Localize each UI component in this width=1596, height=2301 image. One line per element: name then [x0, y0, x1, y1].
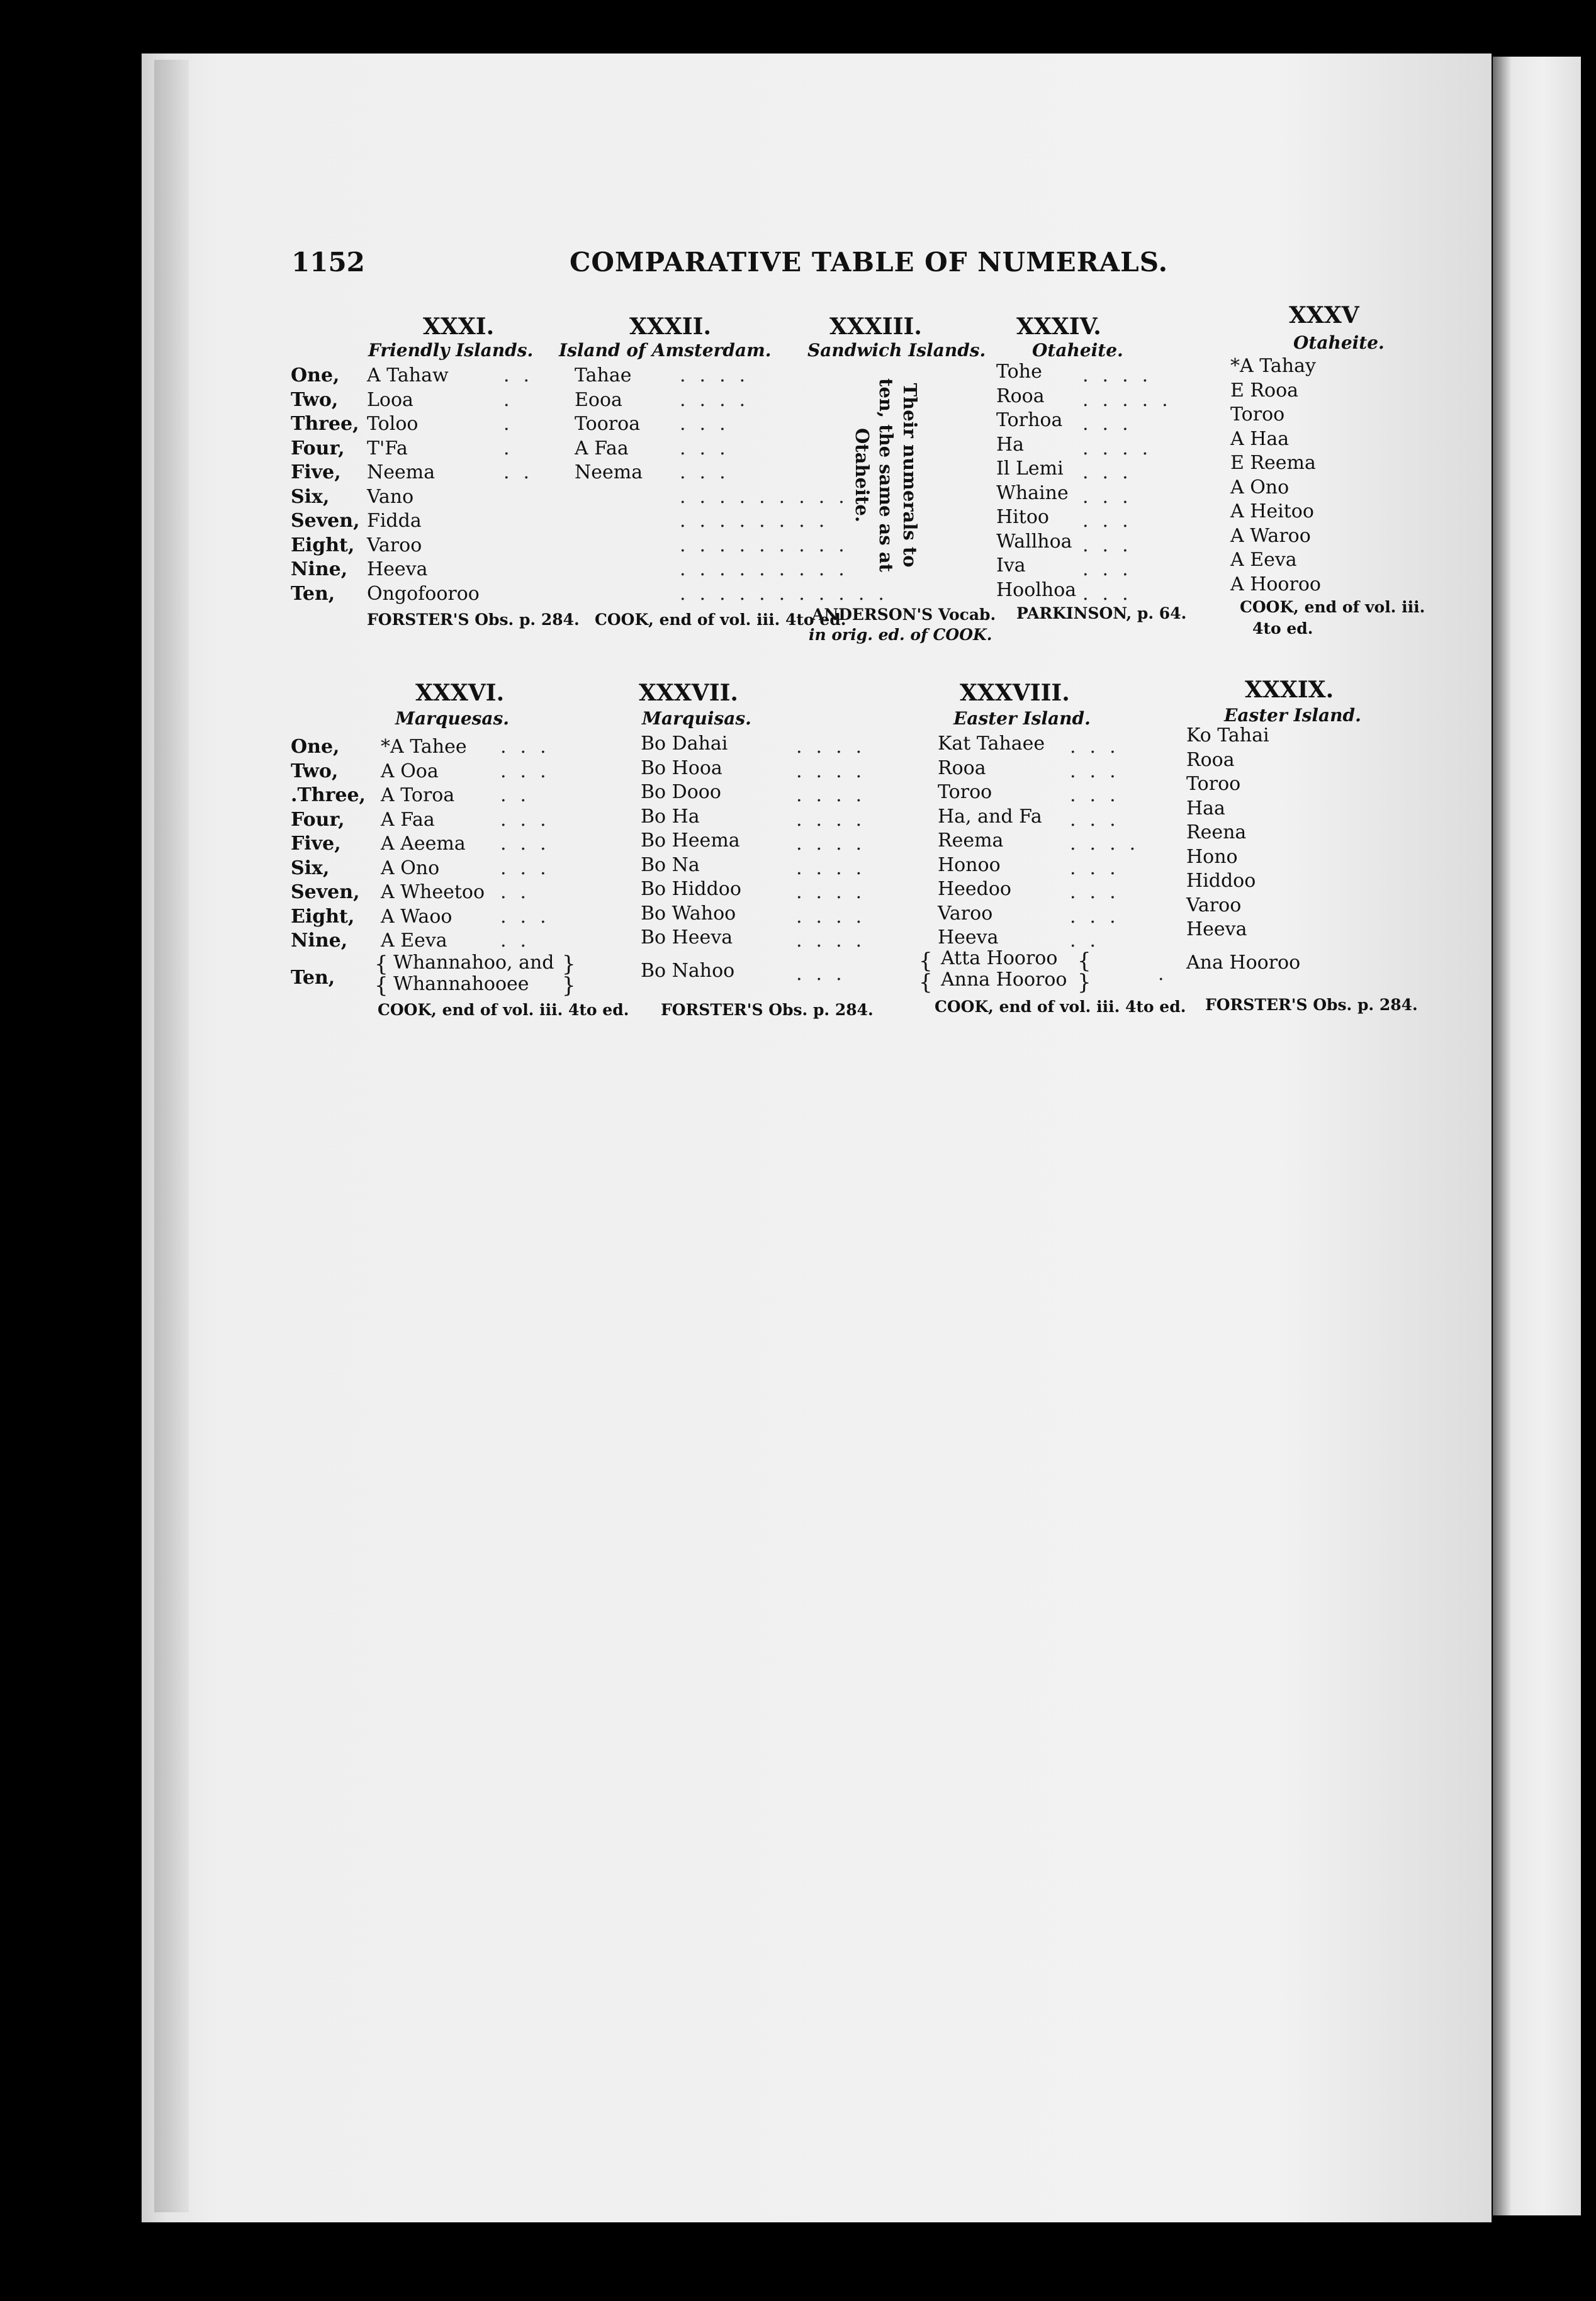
column-subtitle: Friendly Islands.: [368, 340, 534, 361]
numeral-word: Tooroa: [575, 413, 641, 435]
numeral-word: Varoo: [1186, 894, 1242, 916]
numeral-word: Hitoo: [996, 506, 1049, 528]
right-brace: { }: [1077, 948, 1091, 995]
numeral-word: Varoo: [938, 902, 993, 925]
dot-leaders: .... ..... ... .... ... ... ... ... ... ...: [1082, 364, 1182, 605]
page-title: COMPARATIVE TABLE OF NUMERALS.: [570, 247, 1169, 278]
column-subtitle: Otaheite.: [1032, 340, 1123, 361]
numeral-word: Bo Hiddoo: [641, 878, 741, 900]
numeral-word: A Ono: [381, 857, 440, 879]
dot-leaders: ... ... .. ... ... ... .. ... ..: [500, 736, 560, 952]
numeral-word: Hiddoo: [1186, 870, 1256, 892]
numeral-word: A Hooroo: [1230, 573, 1321, 595]
left-brace: { {: [919, 948, 933, 995]
column-source: COOK, end of vol. iii. 4to ed.: [378, 1001, 629, 1019]
numeral-word: Toroo: [938, 781, 992, 803]
column-words-xxxviii: [938, 732, 1045, 950]
row-label: Five,: [291, 833, 341, 855]
numeral-word: Haa: [1186, 797, 1225, 819]
column-numeral: XXXII.: [629, 313, 712, 340]
next-page-edge: [1493, 57, 1581, 2215]
column-subtitle: Otaheite.: [1293, 332, 1385, 353]
row-label: Ten,: [291, 966, 335, 989]
numeral-word: *A Tahay: [1230, 355, 1316, 377]
numeral-word: A Ooa: [381, 760, 439, 782]
numeral-word: Ana Hooroo: [1186, 951, 1301, 974]
row-label: One,: [291, 736, 340, 758]
row-label: Five,: [291, 461, 341, 483]
numeral-word: Heeva: [367, 558, 428, 580]
numeral-word: Bo Heema: [641, 830, 740, 852]
numeral-word: Rooa: [996, 385, 1045, 407]
column-source: FORSTER'S Obs. p. 284.: [367, 610, 580, 629]
column-subtitle: Marquesas.: [395, 708, 510, 729]
numeral-word: Tohe: [996, 361, 1042, 383]
numeral-word: Hono: [1186, 845, 1238, 868]
numeral-word: Vano: [367, 485, 414, 508]
row-label: Seven,: [291, 881, 360, 903]
column-words-xxxv: [1230, 354, 1321, 597]
numeral-word: A Aeema: [381, 833, 466, 855]
ten-variants: Atta Hooroo Anna Hooroo: [941, 947, 1067, 991]
numeral-word: Wallhoa: [996, 530, 1072, 553]
row-label: Nine,: [291, 558, 348, 580]
numeral-word: Rooa: [1186, 748, 1235, 771]
numeral-word: Whaine: [996, 481, 1069, 504]
column-numeral: XXXI.: [423, 313, 495, 340]
column-numeral: XXXIII.: [829, 313, 922, 340]
numeral-word: Neema: [575, 461, 643, 483]
row-label: Ten,: [291, 582, 335, 605]
numeral-word: Iva: [996, 554, 1026, 577]
column-source: FORSTER'S Obs. p. 284.: [1205, 996, 1418, 1014]
numeral-word: *A Tahee: [381, 736, 467, 758]
numeral-word: Varoo: [367, 534, 422, 556]
numeral-word: Bo Heeva: [641, 926, 733, 948]
dot-leaders: .... .... .... .... .... .... .... .... .... ...: [796, 736, 876, 985]
column-source: FORSTER'S Obs. p. 284.: [661, 1001, 874, 1019]
dot-leaders: .... .... ... ... ... ......... ........ ......... ......... ...........: [680, 364, 898, 605]
column-subtitle: Sandwich Islands.: [807, 340, 986, 361]
dot-leaders: ... ... ... ... .... ... ... ... .. .: [1070, 736, 1178, 985]
numeral-word: Ha, and Fa: [938, 805, 1042, 828]
row-label: Six,: [291, 857, 330, 879]
numeral-word: Bo Dahai: [641, 733, 728, 755]
numeral-word: Heeva: [1186, 918, 1247, 940]
numeral-word: Rooa: [938, 757, 986, 779]
numeral-word: Bo Hooa: [641, 757, 722, 779]
numeral-word: Toloo: [367, 413, 419, 435]
row-label: .Three,: [291, 784, 366, 806]
numeral-word: Toroo: [1186, 773, 1241, 795]
numeral-word: E Reema: [1230, 452, 1316, 474]
numeral-word: A Wheetoo: [381, 881, 485, 903]
numeral-word: A Waoo: [381, 905, 452, 928]
numeral-word: A Ono: [1230, 476, 1290, 498]
numeral-word: Reema: [938, 830, 1004, 852]
numeral-word: Kat Tahaee: [938, 733, 1045, 755]
numeral-word: A Waroo: [1230, 524, 1311, 547]
numeral-word: Heedoo: [938, 878, 1011, 900]
column-source: 4to ed.: [1252, 619, 1313, 638]
numeral-word: A Faa: [575, 437, 629, 459]
page-number: 1152: [291, 247, 365, 278]
numeral-word: Eooa: [575, 388, 622, 411]
numeral-word: Bo Na: [641, 853, 700, 876]
row-label: Two,: [291, 388, 339, 411]
page-gutter-shadow: [154, 60, 189, 2212]
numeral-word: A Haa: [1230, 427, 1290, 450]
numeral-word: Honoo: [938, 853, 1001, 876]
row-labels: [291, 364, 360, 606]
numeral-word: Tahae: [575, 364, 632, 386]
column-numeral: XXXVII.: [639, 680, 738, 706]
column-subtitle: Easter Island.: [953, 708, 1091, 729]
row-label: Four,: [291, 808, 345, 831]
numeral-word: Reena: [1186, 821, 1247, 843]
column-words-xxxiv: [996, 360, 1076, 602]
row-label: Two,: [291, 760, 339, 782]
row-label: Six,: [291, 485, 330, 508]
row-label: Eight,: [291, 534, 355, 556]
column-numeral: XXXVI.: [415, 680, 505, 706]
numeral-word: Hoolhoa: [996, 578, 1077, 601]
column-words-xxxix: [1186, 724, 1300, 975]
column-subtitle: Marquisas.: [642, 708, 751, 729]
row-labels: [291, 735, 366, 990]
column-source: COOK, end of vol. iii.: [1240, 598, 1425, 616]
numeral-word: Bo Wahoo: [641, 902, 736, 925]
row-label: One,: [291, 364, 340, 386]
numeral-word: A Toroa: [381, 784, 455, 806]
column-numeral: XXXIX.: [1245, 677, 1334, 703]
numeral-word: Ha: [996, 433, 1025, 456]
column-source: in orig. ed. of COOK.: [809, 626, 992, 644]
column-words-xxxi: [367, 364, 480, 606]
numeral-word: Heeva: [938, 926, 999, 948]
column-words-xxxii: [575, 364, 643, 485]
numeral-word: Torhoa: [996, 409, 1063, 431]
column-words-xxxvii: [641, 732, 741, 983]
dot-leaders: .. . . . ..: [503, 364, 544, 483]
numeral-word: Ko Tahai: [1186, 724, 1269, 746]
column-words-xxxvi: [381, 735, 485, 954]
sandwich-islands-note: Their numerals to ten, the same as at Otaheite.: [851, 378, 921, 572]
numeral-word: T'Fa: [367, 437, 408, 459]
column-subtitle: Island of Amsterdam.: [559, 340, 772, 361]
left-brace: { {: [374, 952, 388, 998]
numeral-word: A Heitoo: [1230, 500, 1314, 522]
numeral-word: Ongofooroo: [367, 582, 480, 605]
numeral-word: A Eeva: [1230, 549, 1297, 571]
numeral-word: Fidda: [367, 510, 422, 532]
column-source: ANDERSON'S Vocab.: [812, 605, 996, 624]
numeral-word: A Eeva: [381, 930, 447, 952]
numeral-word: Neema: [367, 461, 436, 483]
numeral-word: Bo Dooo: [641, 781, 721, 803]
row-label: Four,: [291, 437, 345, 459]
numeral-word: Looa: [367, 388, 413, 411]
numeral-word: Toroo: [1230, 403, 1285, 425]
ten-variants: Whannahoo, and Whannahooee: [393, 952, 554, 995]
numeral-word: A Tahaw: [367, 364, 449, 386]
numeral-word: Bo Ha: [641, 805, 700, 828]
numeral-word: Il Lemi: [996, 458, 1064, 480]
numeral-word: E Rooa: [1230, 379, 1299, 402]
numeral-word: A Faa: [381, 808, 435, 831]
row-label: Three,: [291, 413, 359, 435]
column-subtitle: Easter Island.: [1224, 705, 1361, 726]
row-label: Nine,: [291, 930, 348, 952]
column-source: COOK, end of vol. iii. 4to ed.: [595, 610, 846, 629]
row-label: Seven,: [291, 510, 360, 532]
row-label: Eight,: [291, 905, 355, 928]
column-numeral: XXXV: [1289, 302, 1359, 329]
column-source: COOK, end of vol. iii. 4to ed.: [935, 998, 1186, 1016]
numeral-word: Bo Nahoo: [641, 959, 735, 982]
column-numeral: XXXVIII.: [960, 680, 1070, 706]
right-brace: } }: [562, 952, 576, 998]
column-source: PARKINSON, p. 64.: [1016, 604, 1187, 622]
column-numeral: XXXIV.: [1016, 313, 1101, 340]
